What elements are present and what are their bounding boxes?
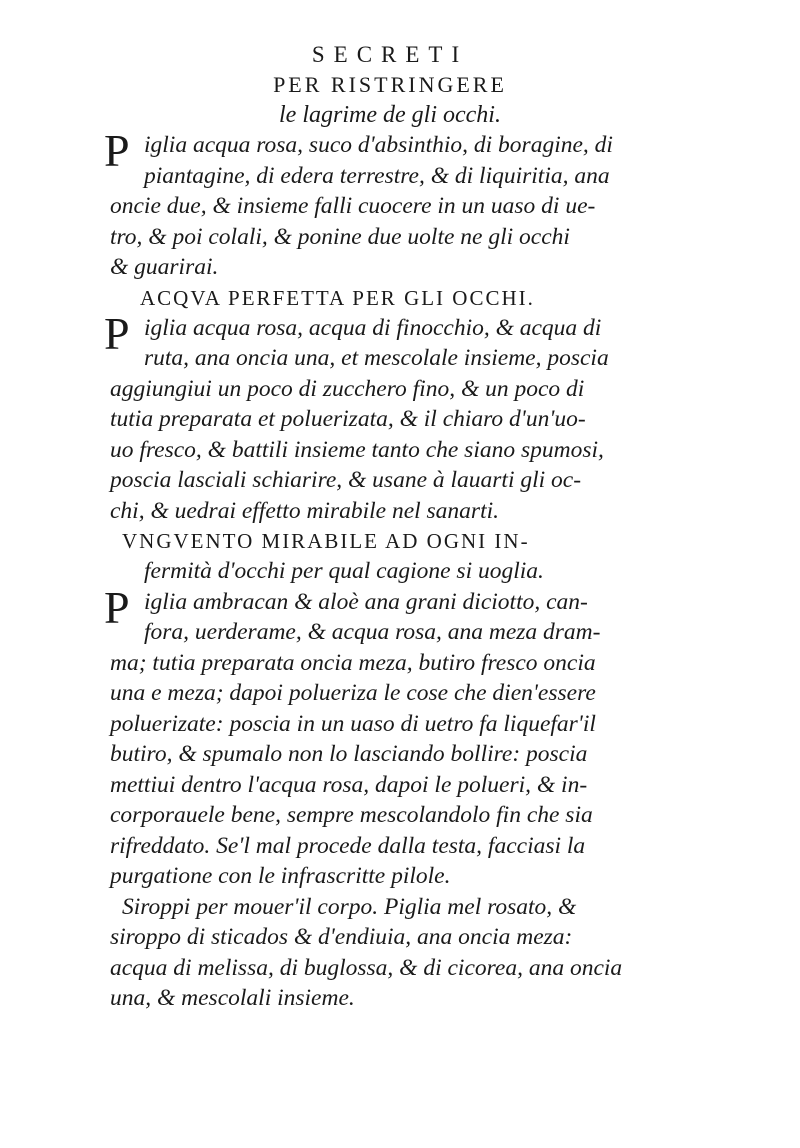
paragraph-line: piantagine, di edera terrestre, & di liquiritia, ana	[144, 162, 610, 189]
paragraph-line: iglia ambracan & aloè ana grani diciotto, can-	[144, 588, 588, 615]
section-subtitle-unguento: fermità d'occhi per qual cagione si uoglia.	[144, 558, 544, 584]
paragraph-line: tutia preparata et poluerizata, & il chiaro d'un'uo-	[110, 406, 586, 432]
paragraph-line: purgatione con le infrascritte pilole.	[110, 863, 451, 889]
heading-per-ristringere: PER RISTRINGERE	[273, 72, 507, 97]
section-title-acqua-perfetta: ACQVA PERFETTA PER GLI OCCHI.	[140, 285, 535, 310]
recipe-lagrime-paragraph	[104, 125, 670, 283]
page-text-block	[104, 40, 670, 1014]
heading-lagrime: le lagrime de gli occhi.	[279, 102, 501, 128]
section-title-unguento: VNGVENTO MIRABILE AD OGNI IN-	[122, 529, 530, 553]
paragraph-line: corporauele bene, sempre mescolandolo fin che sia	[110, 802, 593, 828]
paragraph-line: tro, & poi colali, & ponine due uolte ne gli occhi	[110, 223, 570, 250]
paragraph-line: chi, & uedrai effetto mirabile nel sanarti.	[110, 497, 500, 524]
paragraph-line: iglia acqua rosa, acqua di finocchio, & acqua di	[144, 314, 602, 341]
heading-secreti: SECRETI	[311, 42, 469, 67]
paragraph-line: oncie due, & insieme falli cuocere in un uaso di ue-	[110, 193, 596, 219]
paragraph-line: una, & mescolali insieme.	[110, 985, 355, 1011]
drop-cap-letter: P	[104, 307, 130, 359]
paragraph-line: acqua di melissa, di buglossa, & di cicorea, ana oncia	[110, 954, 623, 981]
paragraph-line: aggiungiui un poco di zucchero fino, & un poco di	[110, 375, 585, 402]
paragraph-line: & guarirai.	[110, 254, 219, 280]
drop-cap-letter: P	[104, 125, 130, 176]
recipe-siroppi-paragraph	[110, 892, 670, 1014]
paragraph-line: poluerizate: poscia in un uaso di uetro fa liquefar'il	[110, 710, 596, 737]
paragraph-line: ruta, ana oncia una, et mescolale insieme, poscia	[144, 345, 609, 371]
paragraph-line: poscia lasciali schiarire, & usane à lauarti gli oc-	[110, 467, 582, 493]
recipe-acqua-paragraph	[104, 307, 670, 527]
drop-cap-letter: P	[104, 581, 130, 633]
paragraph-line: fora, uerderame, & acqua rosa, ana meza dram-	[144, 619, 601, 645]
paragraph-line: butiro, & spumalo non lo lasciando bollire: poscia	[110, 741, 588, 767]
paragraph-line: uo fresco, & battili insieme tanto che siano spumosi,	[110, 436, 604, 463]
paragraph-line: siroppo di sticados & d'endiuia, ana oncia meza:	[110, 924, 573, 950]
paragraph-line: mettiui dentro l'acqua rosa, dapoi le poluerі, & in-	[110, 771, 588, 798]
paragraph-line: iglia acqua rosa, suco d'absinthio, di boragine, di	[144, 132, 613, 158]
paragraph-line: rifreddato. Se'l mal procede dalla testa, facciasi la	[110, 832, 586, 859]
recipe-unguento-paragraph	[104, 581, 670, 892]
paragraph-line: Siroppi per mouer'il corpo. Piglia mel rosato, &	[122, 893, 577, 920]
paragraph-line: ma; tutia preparata oncia meza, butiro fresco oncia	[110, 649, 596, 676]
paragraph-line: una e meza; dapoi poluerizа le cose che dien'essere	[110, 680, 596, 706]
